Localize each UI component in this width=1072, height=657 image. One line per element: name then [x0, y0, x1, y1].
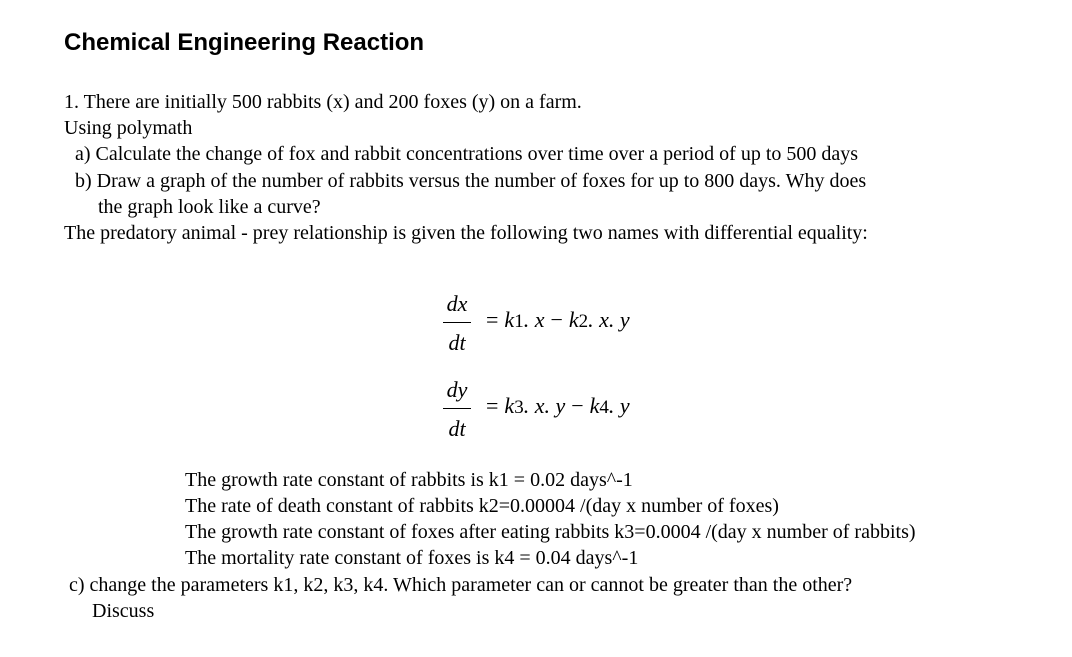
fraction-bar: [443, 408, 471, 409]
k3-term: . x. y: [523, 393, 566, 418]
part-b-line-2: the graph look like a curve?: [98, 196, 321, 218]
constant-k2: The rate of death constant of rabbits k2=0.00004 /(day x number of foxes): [185, 495, 779, 517]
constant-k3: The growth rate constant of foxes after eating rabbits k3=0.0004 /(day x number of rabbits): [185, 521, 916, 543]
part-c-line-2: Discuss: [92, 600, 155, 622]
question-intro: 1. There are initially 500 rabbits (x) and 200 foxes (y) on a farm.: [64, 91, 582, 113]
k4-term: . y: [608, 393, 630, 418]
document-title: Chemical Engineering Reaction: [64, 29, 425, 56]
k2-term: . x. y: [588, 307, 630, 332]
k1-subscript: 1: [514, 311, 524, 332]
equals-sign: =: [486, 307, 499, 332]
constant-k1: The growth rate constant of rabbits is k1 = 0.02 days^-1: [185, 469, 633, 491]
k3-subscript: 3: [514, 397, 524, 418]
relationship-statement: The predatory animal - prey relationship is given the following two names with differential equality:: [64, 222, 868, 244]
rhs-dy-dt: [480, 392, 630, 422]
part-c-line-1: c) change the parameters k1, k2, k3, k4. Which parameter can or cannot be greater than the other?: [69, 574, 853, 596]
fraction-dy-dt: [440, 376, 474, 443]
k1-symbol: k: [504, 307, 515, 332]
part-a: a) Calculate the change of fox and rabbit concentrations over time over a period of up to 500 days: [75, 143, 859, 165]
minus-sign: −: [571, 393, 584, 418]
numerator-dy: dy: [446, 377, 468, 402]
denominator-dt: dt: [448, 330, 466, 355]
k2-subscript: 2: [578, 311, 589, 332]
numerator-dx: dx: [446, 291, 468, 316]
using-polymath: Using polymath: [64, 117, 193, 139]
equals-sign: =: [486, 393, 499, 418]
minus-sign: −: [550, 307, 563, 332]
k3-symbol: k: [504, 393, 515, 418]
k2-symbol: k: [568, 307, 579, 332]
part-b-line-1: b) Draw a graph of the number of rabbits versus the number of foxes for up to 800 days. Why does: [75, 170, 867, 192]
k1-term: . x: [523, 307, 545, 332]
rhs-dx-dt: [480, 306, 630, 336]
denominator-dt: dt: [448, 416, 466, 441]
constant-k4: The mortality rate constant of foxes is k4 = 0.04 days^-1: [185, 547, 639, 569]
k4-symbol: k: [589, 393, 600, 418]
k4-subscript: 4: [599, 397, 609, 418]
fraction-bar: [443, 322, 471, 323]
fraction-dx-dt: [440, 290, 474, 357]
